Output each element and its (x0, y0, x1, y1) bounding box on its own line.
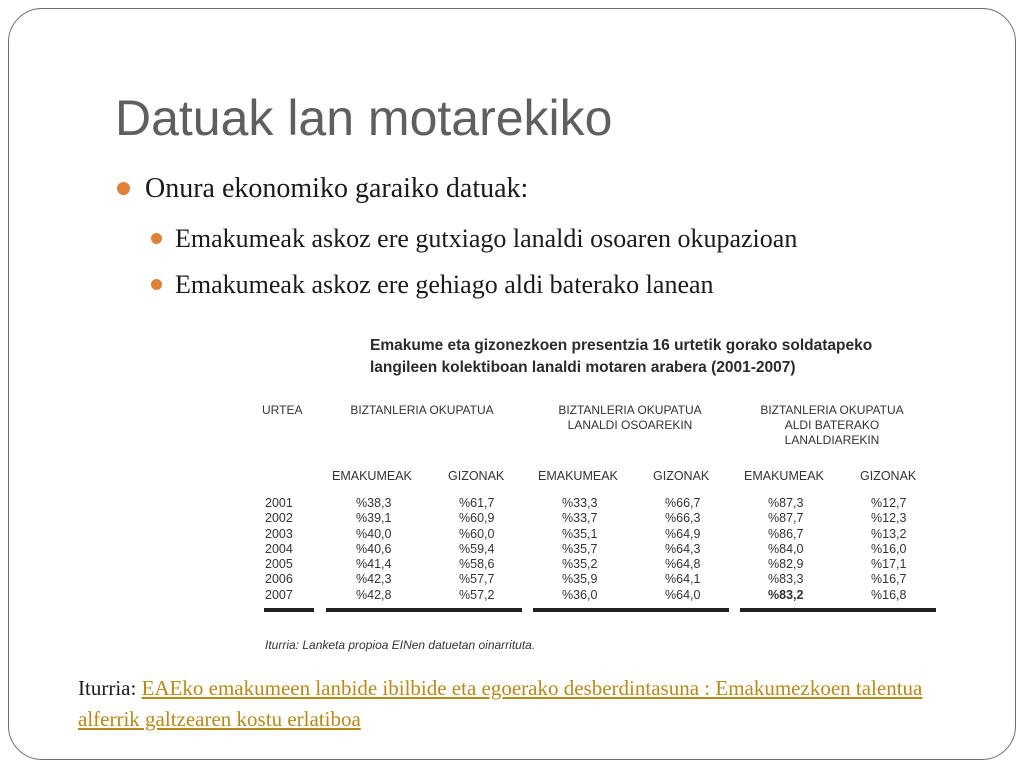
value-cell: %42,8 (356, 587, 392, 602)
value-cell: %64,1 (665, 572, 701, 587)
value-cell: %57,7 (459, 572, 495, 587)
value-cell: %83,2 (768, 587, 804, 602)
value-cell: %39,1 (356, 511, 392, 526)
value-cell: %64,3 (665, 541, 701, 556)
value-cell: %66,3 (665, 511, 701, 526)
value-cell: %82,9 (768, 557, 804, 572)
subheader-men: GIZONAK (653, 469, 710, 483)
value-cell: %16,7 (871, 572, 907, 587)
value-cell: %60,0 (459, 526, 495, 541)
bullet-text: Emakumeak askoz ere gehiago aldi baterako lanean (175, 270, 714, 299)
table-rule (264, 608, 314, 612)
subheader-men: GIZONAK (448, 469, 505, 483)
bullet-dot-icon (151, 279, 162, 290)
value-cell: %87,3 (768, 496, 804, 510)
value-cell: %33,7 (562, 511, 598, 526)
source-citation (78, 673, 958, 735)
source-link[interactable]: EAEko emakumeen lanbide ibilbide eta egoerako desberdintasuna : Emakumezkoen talentua alferrik galtzearen kostu erlatiboa (78, 676, 923, 731)
column-occupied-women (356, 496, 391, 603)
value-cell: %64,9 (665, 526, 701, 541)
column-fulltime-women (562, 496, 597, 603)
data-table-figure (262, 330, 952, 660)
value-cell: %38,3 (356, 496, 392, 510)
year-cell: 2002 (265, 511, 293, 526)
year-cell: 2007 (265, 587, 293, 602)
value-cell: %66,7 (665, 496, 701, 510)
figure-title-line: Emakume eta gizonezkoen presentzia 16 urtetik gorako soldatapeko (370, 337, 873, 354)
subheader-men: GIZONAK (860, 469, 917, 483)
value-cell: %64,8 (665, 557, 701, 572)
value-cell: %36,0 (562, 587, 598, 602)
value-cell: %59,4 (459, 541, 495, 556)
value-cell: %84,0 (768, 541, 804, 556)
value-cell: %86,7 (768, 526, 804, 541)
bullet-dot-icon (117, 182, 130, 195)
value-cell: %17,1 (871, 557, 907, 572)
subheader-women: EMAKUMEAK (744, 469, 824, 483)
value-cell: %16,8 (871, 587, 907, 602)
source-label: Iturria: (78, 676, 142, 700)
group-header-temporary: BIZTANLERIA OKUPATUA ALDI BATERAKO LANALDIAREKIN (760, 403, 904, 447)
value-cell: %60,9 (459, 511, 495, 526)
value-cell: %87,7 (768, 511, 804, 526)
group-header-fulltime: BIZTANLERIA OKUPATUA LANALDI OSOAREKIN (558, 403, 702, 432)
value-cell: %83,3 (768, 572, 804, 587)
bullet-dot-icon (151, 233, 162, 244)
slide-title: Datuak lan motarekiko (115, 90, 613, 146)
table-rule (326, 608, 522, 612)
figure-source-note: Iturria: Lanketa propioa EINen datuetan oinarrituta. (265, 638, 536, 652)
column-temporary-men (871, 496, 906, 603)
value-cell: %35,7 (562, 541, 598, 556)
value-cell: %57,2 (459, 587, 495, 602)
value-cell: %13,2 (871, 526, 907, 541)
figure-title-line: langileen kolektiboan lanaldi motaren arabera (2001-2007) (370, 359, 796, 376)
value-cell: %35,2 (562, 557, 598, 572)
value-cell: %64,0 (665, 587, 701, 602)
value-cell: %33,3 (562, 496, 598, 510)
subheader-women: EMAKUMEAK (538, 469, 618, 483)
bullet-level2 (175, 267, 714, 303)
year-cell: 2005 (265, 557, 293, 572)
value-cell: %16,0 (871, 541, 907, 556)
column-years (265, 496, 293, 603)
value-cell: %12,7 (871, 496, 907, 510)
value-cell: %41,4 (356, 557, 392, 572)
value-cell: %40,6 (356, 541, 392, 556)
subheader-women: EMAKUMEAK (332, 469, 412, 483)
year-cell: 2006 (265, 572, 293, 587)
value-cell: %12,3 (871, 511, 907, 526)
value-cell: %58,6 (459, 557, 495, 572)
year-cell: 2004 (265, 541, 293, 556)
bullet-level1 (145, 170, 528, 208)
value-cell: %35,9 (562, 572, 598, 587)
figure-title (370, 335, 950, 379)
table-rule (740, 608, 936, 612)
column-occupied-men (459, 496, 494, 603)
bullet-text: Emakumeak askoz ere gutxiago lanaldi osoaren okupazioan (175, 224, 798, 253)
table-rule (533, 608, 729, 612)
year-header: URTEA (262, 403, 303, 417)
value-cell: %40,0 (356, 526, 392, 541)
column-fulltime-men (665, 496, 700, 603)
group-header-occupied: BIZTANLERIA OKUPATUA (350, 403, 494, 417)
value-cell: %42,3 (356, 572, 392, 587)
value-cell: %35,1 (562, 526, 598, 541)
column-temporary-women (768, 496, 803, 603)
year-cell: 2001 (265, 496, 293, 510)
bullet-text: Onura ekonomiko garaiko datuak: (145, 173, 529, 204)
bullet-level2 (175, 221, 797, 257)
value-cell: %61,7 (459, 496, 495, 510)
year-cell: 2003 (265, 526, 293, 541)
